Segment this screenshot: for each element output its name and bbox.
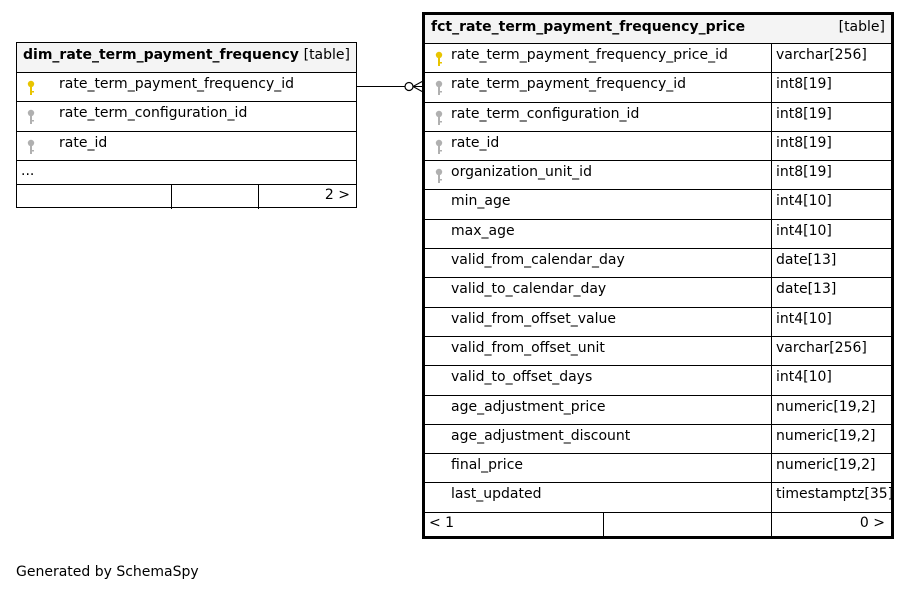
foreign-key-icon [434, 139, 444, 155]
children-count[interactable]: 2 > [324, 186, 350, 203]
table-name[interactable]: dim_rate_term_payment_frequency [23, 47, 299, 63]
column-name: last_updated [451, 486, 542, 503]
column-name: valid_from_offset_unit [451, 339, 605, 356]
column-name: valid_from_offset_value [451, 310, 616, 327]
column-name: rate_term_payment_frequency_price_id [451, 47, 728, 63]
column-row[interactable] [425, 425, 891, 454]
fct-table[interactable] [422, 12, 894, 539]
column-row[interactable] [17, 102, 356, 131]
column-name: rate_term_configuration_id [59, 105, 248, 122]
dim-table[interactable] [16, 42, 357, 208]
column-type: numeric[19,2] [776, 457, 876, 474]
foreign-key-icon [434, 110, 444, 126]
column-row[interactable] [425, 366, 891, 395]
column-row[interactable] [425, 396, 891, 425]
column-type: int8[19] [776, 76, 832, 93]
column-type: date[13] [776, 252, 837, 269]
column-row[interactable] [425, 161, 891, 190]
column-row[interactable] [425, 454, 891, 483]
column-name: rate_term_payment_frequency_id [59, 76, 295, 92]
table-footer [17, 185, 356, 209]
column-row[interactable] [17, 73, 356, 102]
column-type: int8[19] [776, 134, 832, 151]
column-type: int8[19] [776, 164, 832, 181]
column-row[interactable] [425, 190, 891, 219]
column-type: numeric[19,2] [776, 398, 876, 415]
column-row[interactable] [425, 337, 891, 366]
column-type: varchar[256] [776, 47, 867, 63]
column-name: age_adjustment_price [451, 398, 606, 415]
column-type: int4[10] [776, 222, 832, 239]
column-name: valid_to_offset_days [451, 369, 593, 386]
generated-by-text: Generated by SchemaSpy [16, 564, 199, 580]
column-name: max_age [451, 222, 515, 239]
parents-count[interactable]: < 1 [429, 514, 455, 531]
column-row[interactable] [425, 308, 891, 337]
column-name: valid_from_calendar_day [451, 252, 625, 269]
more-columns-row [17, 161, 356, 185]
table-header [17, 43, 356, 73]
column-type: int8[19] [776, 105, 832, 122]
column-name: organization_unit_id [451, 164, 592, 181]
children-count[interactable]: 0 > [859, 514, 885, 531]
column-row[interactable] [425, 44, 891, 73]
table-name[interactable]: fct_rate_term_payment_frequency_price [431, 19, 746, 35]
primary-key-icon [26, 80, 36, 96]
column-type: int4[10] [776, 369, 832, 386]
column-name: rate_term_configuration_id [451, 105, 640, 122]
column-type: int4[10] [776, 193, 832, 210]
column-row[interactable] [17, 132, 356, 161]
column-type: date[13] [776, 281, 837, 298]
column-type: numeric[19,2] [776, 427, 876, 444]
column-name: age_adjustment_discount [451, 427, 631, 444]
column-name: valid_to_calendar_day [451, 281, 607, 298]
column-row[interactable] [425, 278, 891, 307]
column-name: min_age [451, 193, 511, 210]
column-type: int4[10] [776, 310, 832, 327]
foreign-key-icon [26, 109, 36, 125]
foreign-key-icon [26, 139, 36, 155]
table-type-label: [table] [303, 47, 350, 63]
column-name: rate_id [451, 134, 500, 151]
column-row[interactable] [425, 483, 894, 512]
primary-key-icon [434, 51, 444, 67]
table-footer [425, 513, 891, 537]
column-row[interactable] [425, 103, 891, 132]
column-type: timestamptz[35] [776, 486, 894, 503]
column-name: rate_term_payment_frequency_id [451, 76, 687, 93]
column-row[interactable] [425, 220, 891, 249]
column-row[interactable] [425, 73, 891, 102]
ellipsis-text: ... [21, 162, 35, 179]
table-header [425, 15, 891, 44]
column-type: varchar[256] [776, 339, 867, 356]
table-type-label: [table] [838, 19, 885, 35]
column-row[interactable] [425, 249, 891, 278]
column-row[interactable] [425, 132, 891, 161]
foreign-key-icon [434, 168, 444, 184]
column-name: final_price [451, 457, 524, 474]
column-name: rate_id [59, 134, 108, 151]
foreign-key-icon [434, 80, 444, 96]
